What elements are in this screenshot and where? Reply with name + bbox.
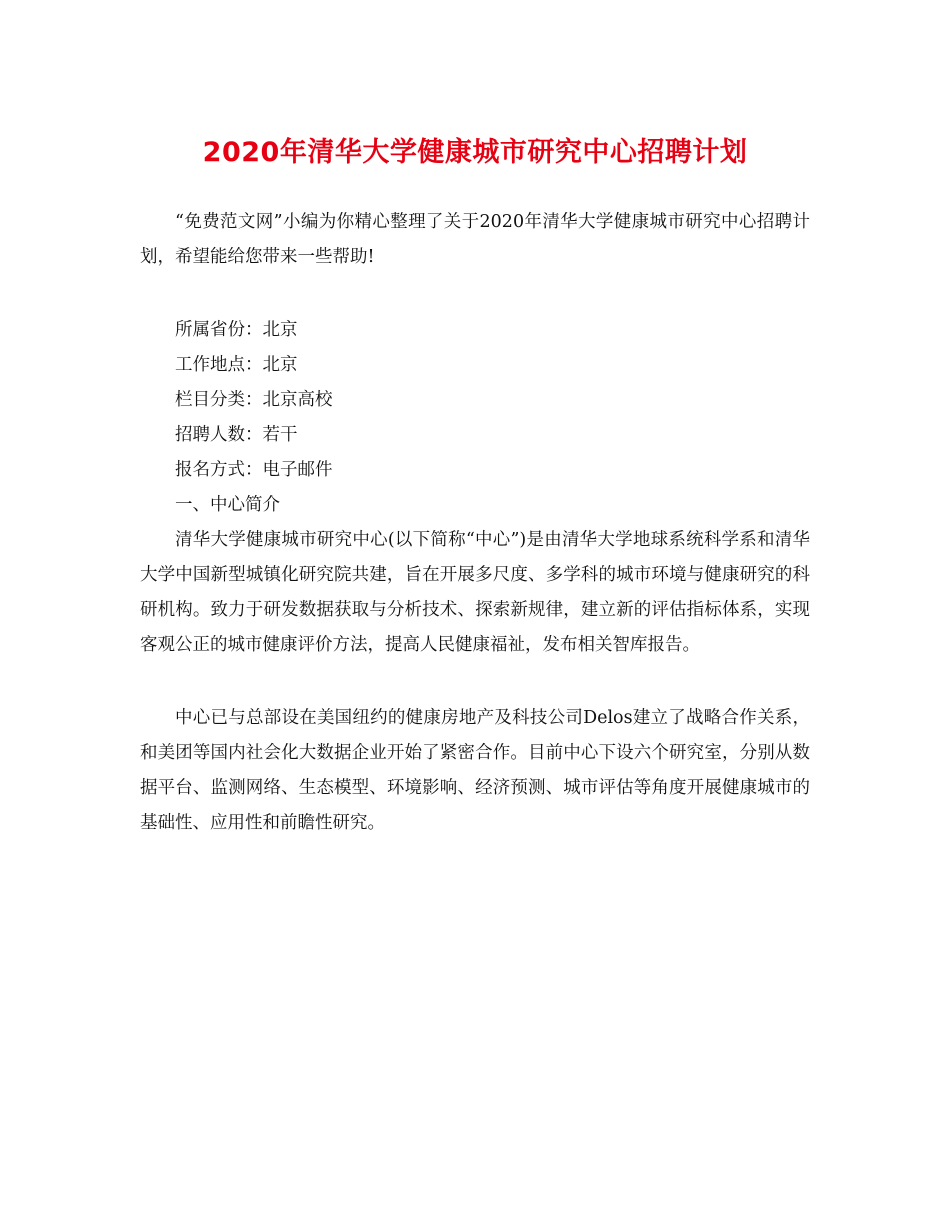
field-work-location	[140, 348, 810, 383]
section-heading: 一、中心简介	[175, 495, 280, 515]
field-headcount	[140, 418, 810, 453]
field-label: 招聘人数：	[175, 425, 263, 445]
field-province	[140, 313, 810, 348]
field-value: 北京	[262, 355, 298, 375]
document-body	[140, 205, 810, 841]
field-label: 报名方式：	[175, 460, 263, 480]
field-value: 北京高校	[262, 390, 333, 410]
field-label: 所属省份：	[175, 320, 263, 340]
field-label: 工作地点：	[175, 355, 263, 375]
field-value: 北京	[262, 320, 298, 340]
body-paragraph-1: 清华大学健康城市研究中心(以下简称“中心”)是由清华大学地球系统科学系和清华大学中国新型城镇化研究院共建，旨在开展多尺度、多学科的城市环境与健康研究的科研机构。致力于研发数据获取与分析技术、探索新规律，建立新的评估指标体系，实现客观公正的城市健康评价方法，提高人民健康福祉，发布相关智库报告。	[140, 530, 810, 655]
document-title: 2020年清华大学健康城市研究中心招聘计划	[202, 137, 748, 168]
field-value: 电子邮件	[262, 460, 333, 480]
field-value: 若干	[262, 425, 298, 445]
field-category	[140, 383, 810, 418]
body-paragraph-2: 中心已与总部设在美国纽约的健康房地产及科技公司Delos建立了战略合作关系，和美团等国内社会化大数据企业开始了紧密合作。目前中心下设六个研究室，分别从数据平台、监测网络、生态模型、环境影响、经济预测、城市评估等角度开展健康城市的基础性、应用性和前瞻性研究。	[140, 708, 810, 833]
field-label: 栏目分类：	[175, 390, 263, 410]
intro-paragraph: “免费范文网”小编为你精心整理了关于2020年清华大学健康城市研究中心招聘计划，希望能给您带来一些帮助!	[140, 212, 810, 267]
field-application-method	[140, 453, 810, 488]
